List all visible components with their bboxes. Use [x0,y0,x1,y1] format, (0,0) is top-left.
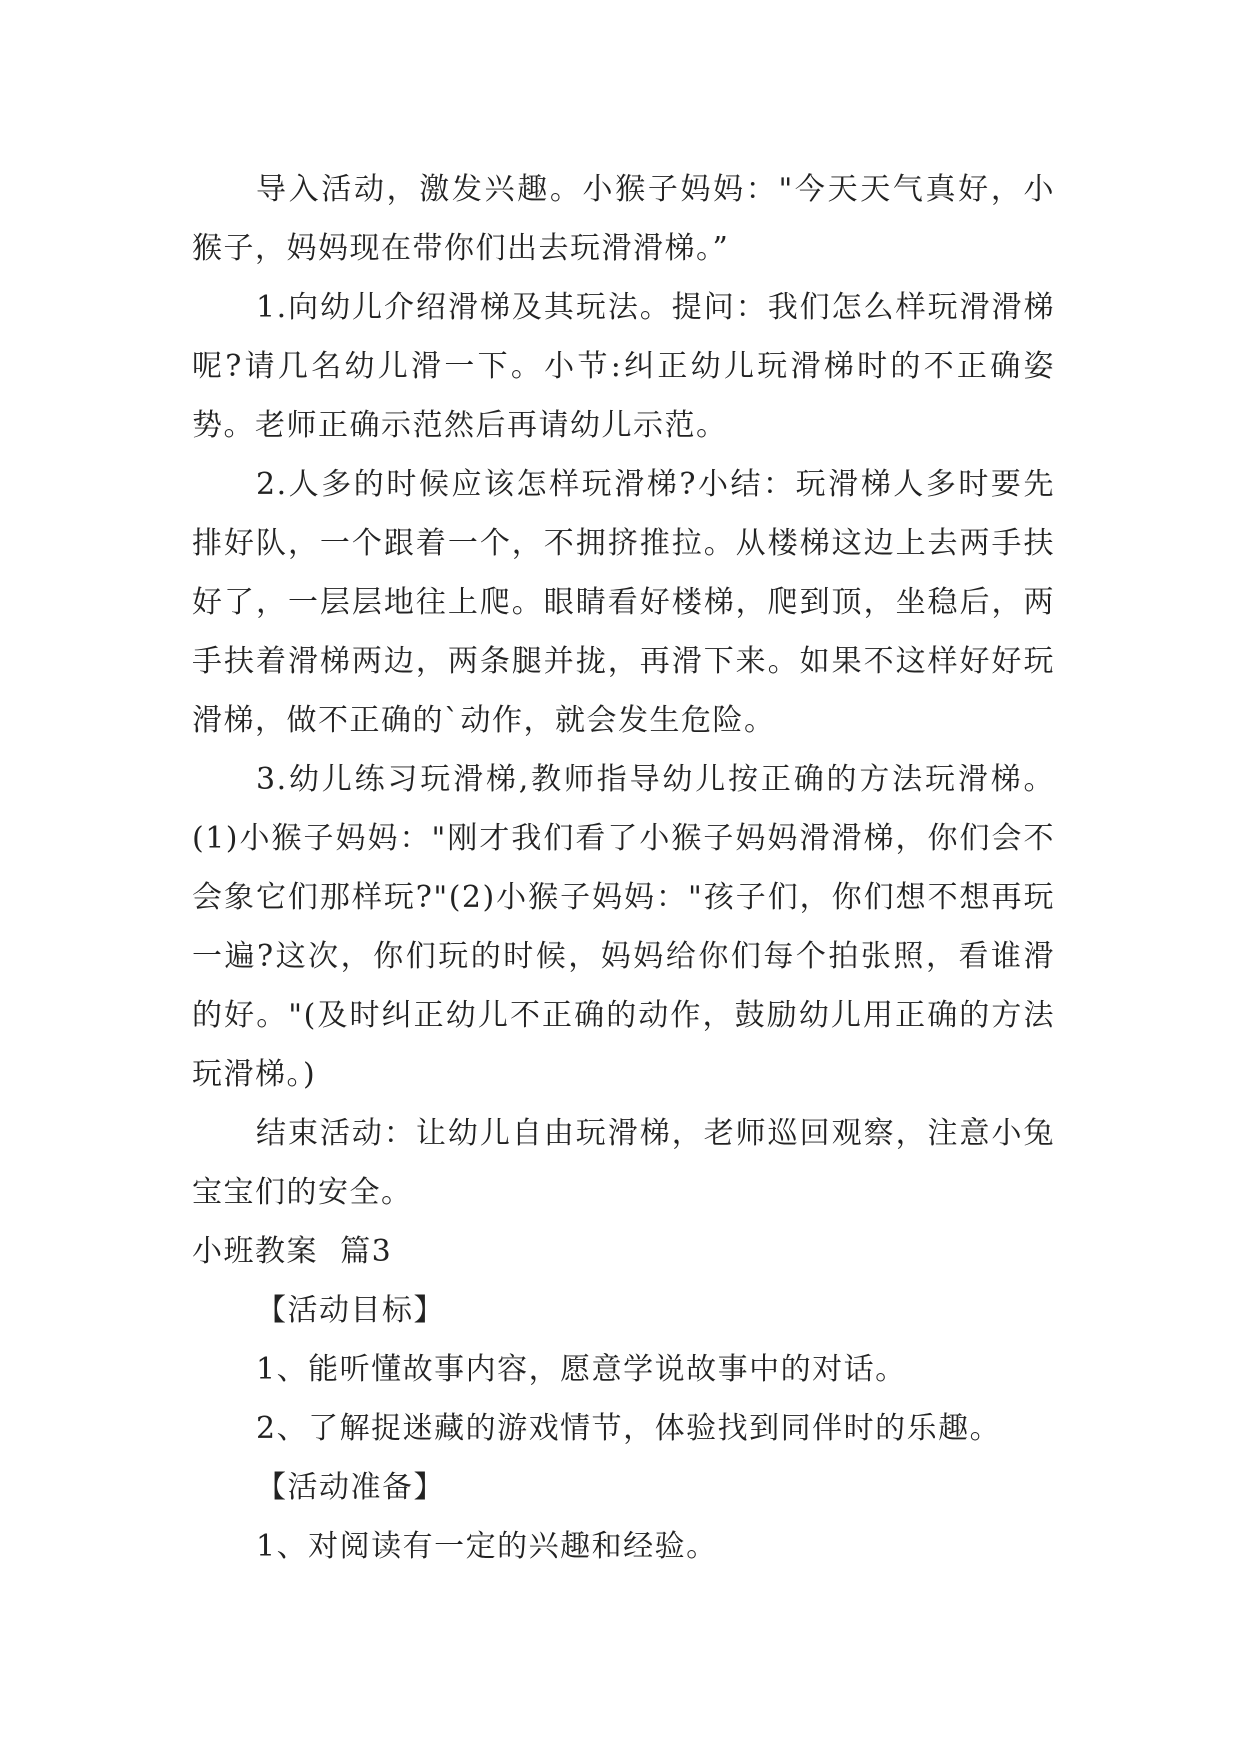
paragraph-ending: 结束活动：让幼儿自由玩滑梯，老师巡回观察，注意小兔宝宝们的安全。 [192,1116,1055,1210]
section-heading-goals: 【活动目标】 [256,1293,445,1328]
section-title: 小班教案 篇3 [192,1234,393,1269]
section-heading-preparation: 【活动准备】 [256,1470,445,1505]
preparation-item-1: 1、对阅读有一定的兴趣和经验。 [256,1529,718,1564]
paragraph-step-2: 2.人多的时候应该怎样玩滑梯?小结：玩滑梯人多时要先排好队，一个跟着一个，不拥挤推拉。从楼梯这边上去两手扶好了，一层层地往上爬。眼睛看好楼梯，爬到顶，坐稳后，两手扶着滑梯两边，两条腿并拢，再滑下来。如果不这样好好玩滑梯，做不正确的`动作，就会发生危险。 [192,467,1055,738]
goal-item-2: 2、了解捉迷藏的游戏情节，体验找到同伴时的乐趣。 [256,1411,1002,1446]
document-body [192,160,1055,1576]
goal-item-1: 1、能听懂故事内容，愿意学说故事中的对话。 [256,1352,907,1387]
paragraph-intro: 导入活动，激发兴趣。小猴子妈妈："今天天气真好，小猴子，妈妈现在带你们出去玩滑滑梯。” [192,172,1055,266]
paragraph-step-3: 3.幼儿练习玩滑梯,教师指导幼儿按正确的方法玩滑梯。(1)小猴子妈妈："刚才我们看了小猴子妈妈滑滑梯，你们会不会象它们那样玩?"(2)小猴子妈妈："孩子们，你们想不想再玩一遍?这次，你们玩的时候，妈妈给你们每个拍张照，看谁滑的好。"(及时纠正幼儿不正确的动作，鼓励幼儿用正确的方法玩滑梯。) [192,762,1055,1092]
paragraph-step-1: 1.向幼儿介绍滑梯及其玩法。提问：我们怎么样玩滑滑梯呢?请几名幼儿滑一下。小节:纠正幼儿玩滑梯时的不正确姿势。老师正确示范然后再请幼儿示范。 [192,290,1055,443]
